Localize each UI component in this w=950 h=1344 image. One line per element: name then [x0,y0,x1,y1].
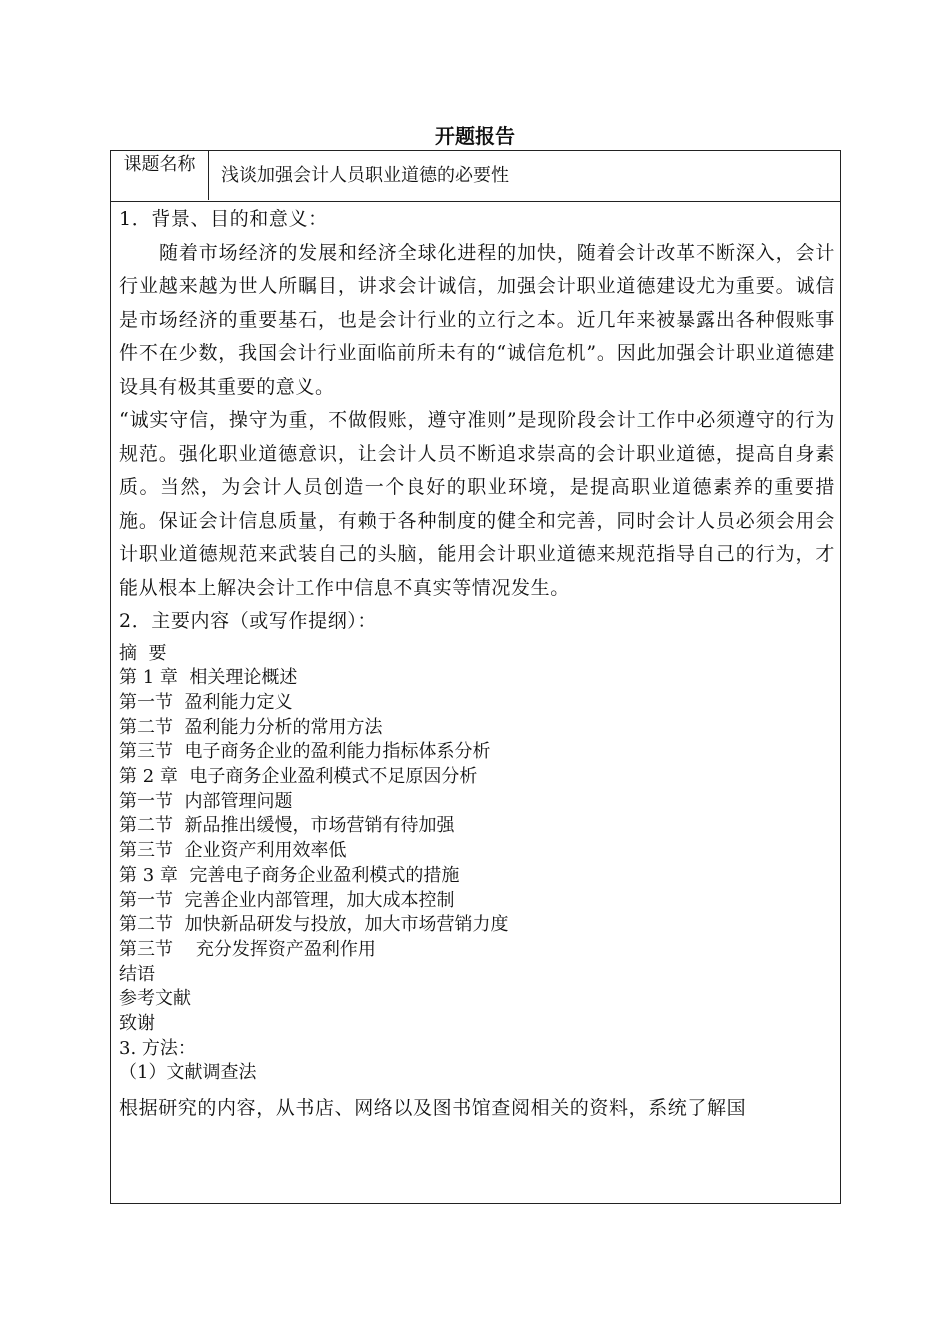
outline-item: 第三节 企业资产利用效率低 [119,840,347,862]
outline-item: 第一节 内部管理问题 [119,790,293,812]
outline-item: 第 2 章 电子商务企业盈利模式不足原因分析 [119,766,478,788]
report-table [110,150,841,1204]
section3-heading: 3. 方法： [119,1037,196,1059]
outline-item: 第二节 加快新品研发与投放，加大市场营销力度 [119,914,509,936]
outline-item: 摘 要 [119,642,167,664]
topic-row [111,151,840,202]
outline-item: 第一节 完善企业内部管理，加大成本控制 [119,889,455,911]
topic-value: 浅谈加强会计人员职业道德的必要性 [221,165,509,186]
outline-item: 第二节 盈利能力分析的常用方法 [119,716,383,738]
outline-item: 第一节 盈利能力定义 [119,691,293,713]
method-1-title: （1）文献调查法 [119,1062,257,1084]
section1-heading: 1．背景、目的和意义： [119,208,328,230]
outline-item: 结语 [119,963,155,985]
outline-item: 参考文献 [119,988,191,1010]
outline-item: 第二节 新品推出缓慢，市场营销有待加强 [119,815,455,837]
outline-item: 第三节 充分发挥资产盈利作用 [119,938,376,960]
outline-item: 第 1 章 相关理论概述 [119,667,298,689]
topic-label: 课题名称 [111,151,209,200]
section1-paragraph-1: 随着市场经济的发展和经济全球化进程的加快，随着会计改革不断深入，会计行业越来越为世人所瞩目，讲求会计诚信，加强会计职业道德建设尤为重要。诚信是市场经济的重要基石，也是会计行业的立行之本。近几年来被暴露出各种假账事件不在少数，我国会计行业面临前所未有的“诚信危机”。因此加强会计职业道德建设具有极其重要的意义。 [119,241,835,398]
method-1-text: 根据研究的内容，从书店、网络以及图书馆查阅相关的资料，系统了解国 [119,1097,747,1120]
outline-item: 第 3 章 完善电子商务企业盈利模式的措施 [119,864,460,886]
outline-item: 致谢 [119,1013,155,1035]
report-body [119,203,835,1126]
outline-list [119,642,835,1037]
section1-paragraph-2: “诚实守信，操守为重，不做假账，遵守准则”是现阶段会计工作中必须遵守的行为规范。强化职业道德意识，让会计人员不断追求崇高的会计职业道德，提高自身素质。当然，为会计人员创造一个良好的职业环境，是提高职业道德素养的重要措施。保证会计信息质量，有赖于各种制度的健全和完善，同时会计人员必须会用会计职业道德规范来武装自己的头脑，能用会计职业道德来规范指导自己的行为，才能从根本上解决会计工作中信息不真实等情况发生。 [119,409,835,599]
document-title: 开题报告 [435,124,515,148]
section2-heading: 2．主要内容（或写作提纲）： [119,610,377,632]
outline-item: 第三节 电子商务企业的盈利能力指标体系分析 [119,741,491,763]
